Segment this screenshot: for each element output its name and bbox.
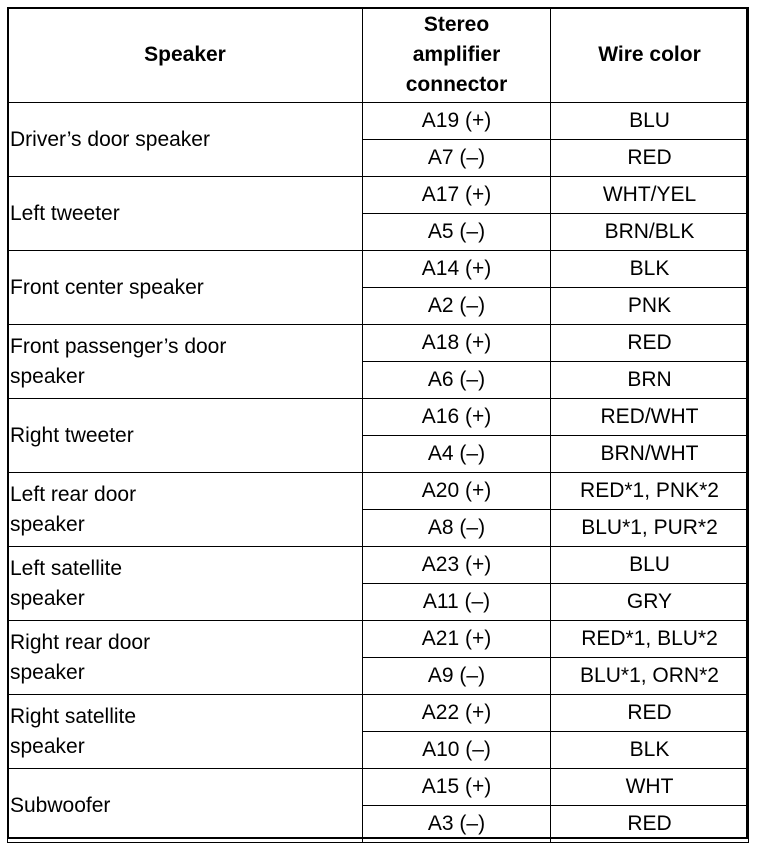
wire-color-cell: RED bbox=[551, 806, 749, 843]
speaker-name-line: Right rear door bbox=[10, 630, 151, 654]
speaker-wiring-table bbox=[7, 7, 749, 843]
table-body bbox=[8, 103, 749, 843]
connector-pin-cell: A18 (+) bbox=[363, 325, 551, 362]
wire-color-cell: RED/WHT bbox=[551, 399, 749, 436]
connector-pin-cell: A8 (–) bbox=[363, 510, 551, 547]
table-row bbox=[8, 251, 749, 288]
connector-pin-cell: A6 (–) bbox=[363, 362, 551, 399]
wire-color-cell: RED bbox=[551, 325, 749, 362]
wire-color-cell: RED bbox=[551, 140, 749, 177]
table-row bbox=[8, 399, 749, 436]
speaker-name-line: Left satellite bbox=[10, 556, 123, 580]
connector-pin-cell: A20 (+) bbox=[363, 473, 551, 510]
wire-color-cell: BLU bbox=[551, 103, 749, 140]
header-wire-color bbox=[551, 8, 749, 103]
speaker-name-line: speaker bbox=[10, 364, 85, 388]
wire-color-cell: BLK bbox=[551, 732, 749, 769]
wire-color-cell: BLU*1, ORN*2 bbox=[551, 658, 749, 695]
connector-pin-cell: A23 (+) bbox=[363, 547, 551, 584]
header-connector-line: Stereo bbox=[423, 13, 490, 36]
speaker-name-cell bbox=[8, 325, 363, 399]
connector-pin-cell: A22 (+) bbox=[363, 695, 551, 732]
speaker-name-line: Right tweeter bbox=[10, 423, 134, 447]
connector-pin-cell: A19 (+) bbox=[363, 103, 551, 140]
speaker-name-line: speaker bbox=[10, 586, 85, 610]
speaker-name-cell bbox=[8, 473, 363, 547]
speaker-name-line: Right satellite bbox=[10, 704, 137, 728]
speaker-name-line: Driver’s door speaker bbox=[10, 127, 210, 151]
connector-pin-cell: A3 (–) bbox=[363, 806, 551, 843]
table-row bbox=[8, 695, 749, 732]
speaker-name-line: Left tweeter bbox=[10, 201, 120, 225]
speaker-name-line: Subwoofer bbox=[10, 793, 111, 817]
speaker-name-cell bbox=[8, 103, 363, 177]
speaker-name-cell bbox=[8, 399, 363, 473]
header-speaker bbox=[8, 8, 363, 103]
wire-color-cell: RED*1, BLU*2 bbox=[551, 621, 749, 658]
table-row bbox=[8, 769, 749, 806]
speaker-name-line: Left rear door bbox=[10, 482, 137, 506]
speaker-name-cell bbox=[8, 177, 363, 251]
speaker-name-cell bbox=[8, 547, 363, 621]
header-connector bbox=[363, 8, 551, 103]
wire-color-cell: WHT bbox=[551, 769, 749, 806]
wire-color-cell: BRN/BLK bbox=[551, 214, 749, 251]
header-row bbox=[8, 8, 749, 103]
wire-color-cell: GRY bbox=[551, 584, 749, 621]
wire-color-cell: RED bbox=[551, 695, 749, 732]
speaker-name-line: speaker bbox=[10, 734, 85, 758]
header-speaker-label: Speaker bbox=[144, 43, 226, 66]
wire-color-cell: WHT/YEL bbox=[551, 177, 749, 214]
table-row bbox=[8, 547, 749, 584]
speaker-name-line: Front passenger’s door bbox=[10, 334, 227, 358]
wire-color-cell: PNK bbox=[551, 288, 749, 325]
speaker-name-line: Front center speaker bbox=[10, 275, 204, 299]
table-row bbox=[8, 473, 749, 510]
connector-pin-cell: A2 (–) bbox=[363, 288, 551, 325]
header-connector-line: connector bbox=[405, 73, 508, 96]
wire-color-cell: BRN bbox=[551, 362, 749, 399]
connector-pin-cell: A16 (+) bbox=[363, 399, 551, 436]
connector-pin-cell: A10 (–) bbox=[363, 732, 551, 769]
speaker-name-cell bbox=[8, 695, 363, 769]
connector-pin-cell: A5 (–) bbox=[363, 214, 551, 251]
connector-pin-cell: A11 (–) bbox=[363, 584, 551, 621]
connector-pin-cell: A4 (–) bbox=[363, 436, 551, 473]
connector-pin-cell: A7 (–) bbox=[363, 140, 551, 177]
wire-color-cell: BLU bbox=[551, 547, 749, 584]
wire-color-cell: BLK bbox=[551, 251, 749, 288]
speaker-name-line: speaker bbox=[10, 660, 85, 684]
connector-pin-cell: A17 (+) bbox=[363, 177, 551, 214]
connector-pin-cell: A9 (–) bbox=[363, 658, 551, 695]
speaker-name-cell bbox=[8, 769, 363, 843]
wire-color-cell: BRN/WHT bbox=[551, 436, 749, 473]
header-connector-line: amplifier bbox=[412, 43, 501, 66]
wire-color-cell: RED*1, PNK*2 bbox=[551, 473, 749, 510]
table-row bbox=[8, 325, 749, 362]
speaker-name-cell bbox=[8, 251, 363, 325]
speaker-name-line: speaker bbox=[10, 512, 85, 536]
table-row bbox=[8, 177, 749, 214]
wire-color-cell: BLU*1, PUR*2 bbox=[551, 510, 749, 547]
speaker-name-cell bbox=[8, 621, 363, 695]
table-row bbox=[8, 621, 749, 658]
connector-pin-cell: A21 (+) bbox=[363, 621, 551, 658]
header-wire-color-label: Wire color bbox=[598, 43, 701, 66]
connector-pin-cell: A15 (+) bbox=[363, 769, 551, 806]
connector-pin-cell: A14 (+) bbox=[363, 251, 551, 288]
table-row bbox=[8, 103, 749, 140]
